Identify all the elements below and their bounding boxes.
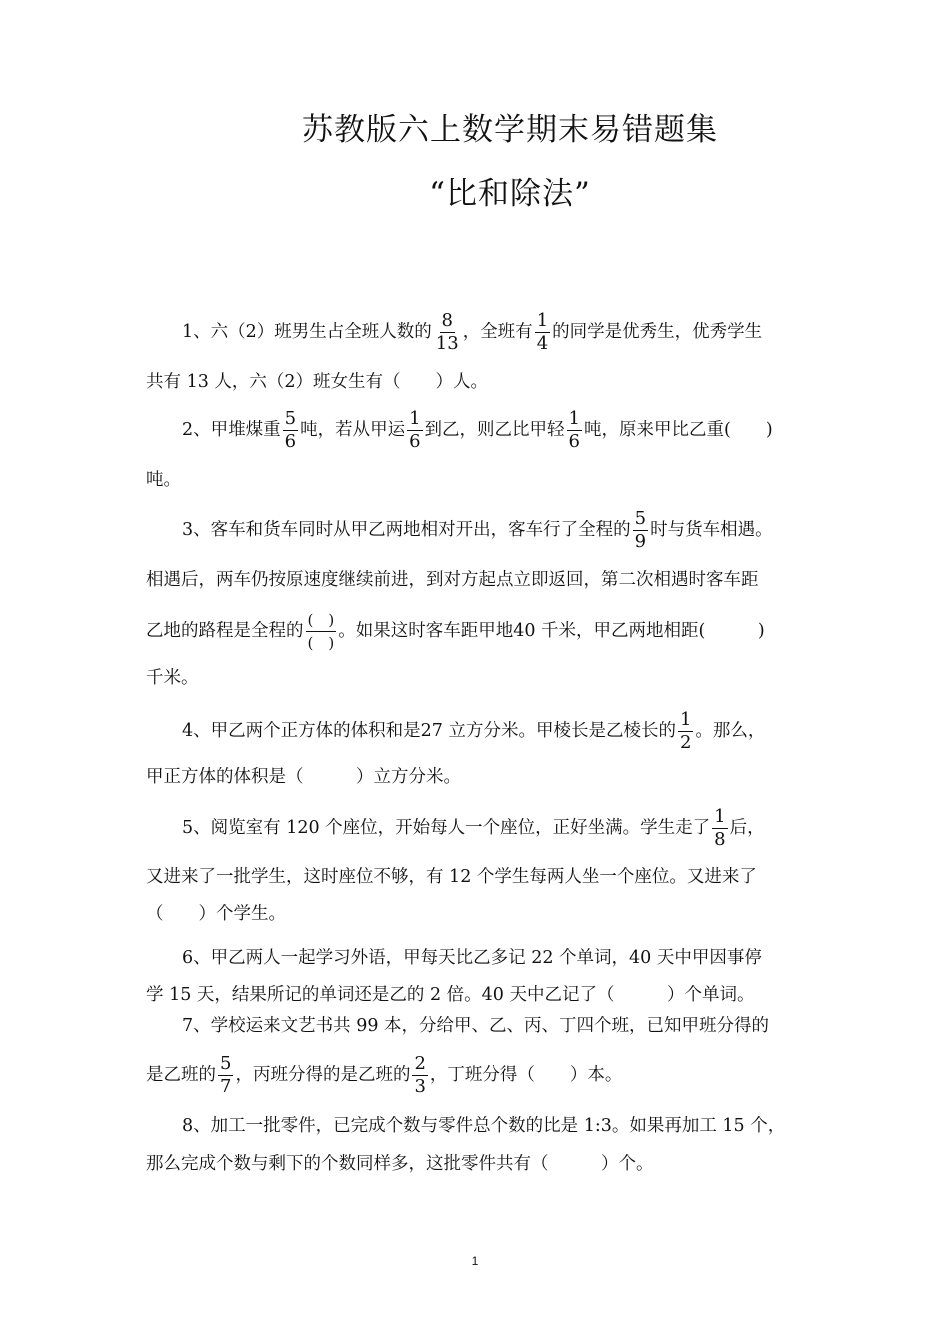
question-3-line-1: 3、客车和货车同时从甲乙两地相对开出，客车行了全程的 $\frac{5}{9}$ 时与货车相遇。 <box>182 508 773 552</box>
question-5-line-3: （ ）个学生。 <box>146 904 286 924</box>
fraction-5-6: $\frac{5}{6}$ <box>284 408 297 452</box>
question-3-line-2: 相遇后，两车仍按原速度继续前进，到对方起点立即返回，第二次相遇时客车距 <box>146 570 759 590</box>
question-3-line-3: 乙地的路程是全程的 $\frac{( )}{( )}$ 。如果这时客车距甲地40 千米，甲乙两地相距( ) <box>146 611 765 652</box>
fraction-blank: $\frac{( )}{( )}$ <box>307 611 335 652</box>
question-7-line-2: 是乙班的 $\frac{5}{7}$ ，丙班分得的是乙班的 $\frac{2}{3}$ ，丁班分得（ ）本。 <box>146 1053 623 1097</box>
question-1-line-2: 共有 13 人，六（2）班女生有（ ）人。 <box>146 372 489 392</box>
question-2-line-1: 2、甲堆煤重 $\frac{5}{6}$ 吨，若从甲运 $\frac{1}{6}$ 到乙，则乙比甲轻 $\frac{1}{6}$ 吨，原来甲比乙重( ) <box>182 408 773 452</box>
question-3-line-4: 千米。 <box>146 668 199 688</box>
question-7-line-1: 7、学校运来文艺书共 99 本，分给甲、乙、丙、丁四个班，已知甲班分得的 <box>182 1016 770 1036</box>
question-6-line-1: 6、甲乙两人一起学习外语，甲每天比乙多记 22 个单词，40 天中甲因事停 <box>182 948 762 968</box>
fraction-1-8: $\frac{1}{8}$ <box>714 806 726 850</box>
page-title: 苏教版六上数学期末易错题集 <box>302 112 718 148</box>
page-number: 1 <box>471 1254 479 1268</box>
question-8-line-2: 那么完成个数与剩下的个数同样多，这批零件共有（ ）个。 <box>146 1154 654 1174</box>
question-5-line-1: 5、阅览室有 120 个座位，开始每人一个座位，正好坐满。学生走了 $\frac{1}{8}$ 后， <box>182 806 765 850</box>
question-8-line-1: 8、加工一批零件，已完成个数与零件总个数的比是 1:3。如果再加工 15 个， <box>182 1116 786 1136</box>
fraction-1-6: $\frac{1}{6}$ <box>409 408 421 452</box>
question-4-line-1: 4、甲乙两个正方体的体积和是27 立方分米。甲棱长是乙棱长的 $\frac{1}{2}$ 。那么， <box>182 709 766 753</box>
fraction-5-9: $\frac{5}{9}$ <box>634 508 647 552</box>
question-2-line-2: 吨。 <box>146 470 181 490</box>
question-1-line-1: 1、六（2）班男生占全班人数的 $\frac{8}{13}$ ，全班有 $\frac{1}{4}$ 的同学是优秀生，优秀学生 <box>182 310 763 354</box>
fraction-2-3: $\frac{2}{3}$ <box>414 1053 426 1097</box>
fraction-1-6-b: $\frac{1}{6}$ <box>568 408 580 452</box>
fraction-8-13: $\frac{8}{13}$ <box>435 310 459 354</box>
fraction-1-2: $\frac{1}{2}$ <box>679 709 692 753</box>
question-5-line-2: 又进来了一批学生，这时座位不够，有 12 个学生每两人坐一个座位。又进来了 <box>146 867 757 887</box>
question-4-line-2: 甲正方体的体积是（ ）立方分米。 <box>146 767 461 787</box>
fraction-1-4: $\frac{1}{4}$ <box>536 310 549 354</box>
question-6-line-2: 学 15 天，结果所记的单词还是乙的 2 倍。40 天中乙记了（ ）个单词。 <box>146 985 755 1005</box>
page-subtitle: “比和除法” <box>429 176 591 212</box>
fraction-5-7: $\frac{5}{7}$ <box>220 1053 232 1097</box>
